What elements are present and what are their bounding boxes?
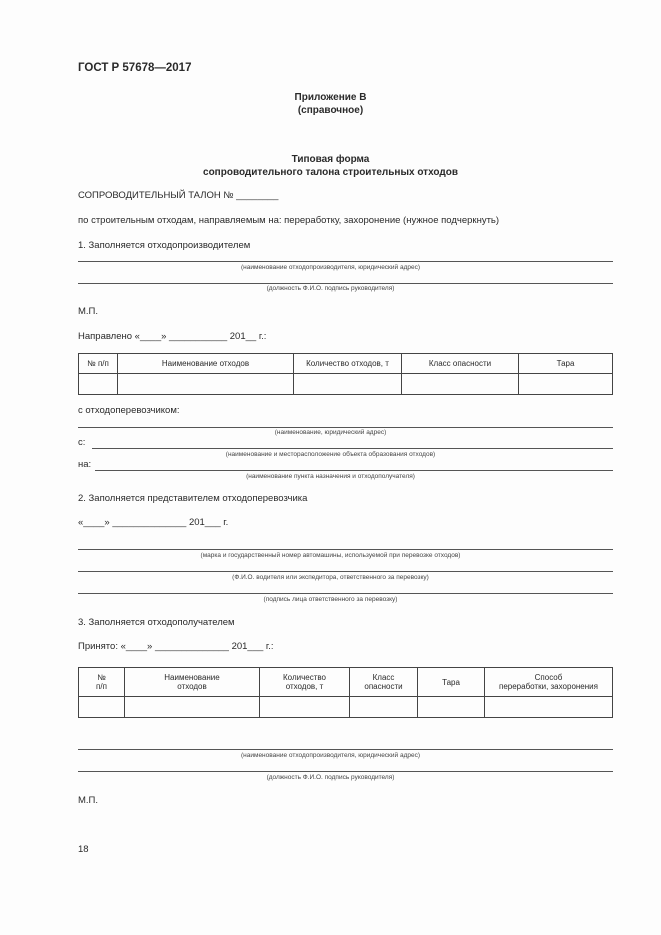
field-line-driver[interactable] [78, 571, 613, 572]
to-label: на: [78, 459, 92, 470]
table-cell[interactable] [79, 697, 125, 718]
talon-number-line: СОПРОВОДИТЕЛЬНЫЙ ТАЛОН № ________ [78, 190, 279, 201]
table1-header-quantity: Количество отходов, т [294, 354, 402, 374]
field-line-recipient[interactable] [78, 749, 613, 750]
table1-header-number: № п/п [79, 354, 118, 374]
field-line-signature[interactable] [78, 593, 613, 594]
field-line-to[interactable] [95, 470, 613, 471]
caption-vehicle: (марка и государственный номер автомашины, используемой при перевозке отходов) [200, 552, 461, 559]
table1-header-name: Наименование отходов [118, 354, 294, 374]
table-cell[interactable] [125, 697, 260, 718]
table2-header-method: Способ переработки, захоронения [485, 668, 613, 697]
table-cell[interactable] [260, 697, 350, 718]
caption-carrier: (наименование, юридический адрес) [274, 429, 387, 436]
table2-header-number: № п/п [79, 668, 125, 697]
caption-signature: (подпись лица ответственного за перевозку) [263, 596, 398, 603]
table1-header-container: Тара [519, 354, 613, 374]
caption-producer: (наименование отходопроизводителя, юридический адрес) [240, 264, 421, 271]
waste-table-1 [78, 353, 613, 395]
appendix-title: Приложение В [294, 92, 367, 103]
caption-manager: (должность Ф.И.О. подпись руководителя) [266, 285, 395, 292]
caption-from: (наименование и месторасположение объекта образования отходов) [225, 451, 436, 458]
form-title-line2: сопроводительного талона строительных отходов [203, 167, 458, 178]
caption-recipient-manager: (должность Ф.И.О. подпись руководителя) [266, 774, 395, 781]
table-cell[interactable] [79, 374, 118, 395]
table-cell[interactable] [350, 697, 418, 718]
talon-purpose-line: по строительным отходам, направляемым на: переработку, захоронение (нужное подчеркнуть) [78, 215, 500, 226]
field-line-producer[interactable] [78, 261, 613, 262]
stamp-label-1: М.П. [78, 306, 99, 317]
section3-title: 3. Заполняется отходополучателем [78, 617, 235, 628]
table2-header-name: Наименование отходов [125, 668, 260, 697]
caption-driver: (Ф.И.О. водителя или экспедитора, ответственного за перевозку) [232, 574, 429, 581]
section2-title: 2. Заполняется представителем отходоперевозчика [78, 493, 308, 504]
table2-header-quantity: Количество отходов, т [260, 668, 350, 697]
table-cell[interactable] [485, 697, 613, 718]
table-cell[interactable] [418, 697, 485, 718]
table2-header-class: Класс опасности [350, 668, 418, 697]
stamp-label-2: М.П. [78, 795, 99, 806]
field-line-from[interactable] [92, 448, 613, 449]
transport-date-line: «____» ______________ 201___ г. [78, 517, 229, 528]
table1-header-class: Класс опасности [402, 354, 519, 374]
from-label: с: [78, 437, 86, 448]
field-line-carrier[interactable] [78, 427, 613, 428]
form-title-line1: Типовая форма [291, 154, 370, 165]
section1-title: 1. Заполняется отходопроизводителем [78, 240, 251, 251]
caption-recipient: (наименование отходопроизводителя, юридический адрес) [240, 752, 421, 759]
table-cell[interactable] [402, 374, 519, 395]
field-line-vehicle[interactable] [78, 549, 613, 550]
table2-header-container: Тара [418, 668, 485, 697]
table-cell[interactable] [519, 374, 613, 395]
waste-table-2 [78, 667, 613, 718]
standard-number: ГОСТ Р 57678—2017 [78, 62, 192, 74]
table-row [79, 374, 613, 395]
carrier-label: с отходоперевозчиком: [78, 405, 180, 416]
caption-to: (наименование пункта назначения и отходополучателя) [246, 473, 415, 480]
table-cell[interactable] [294, 374, 402, 395]
field-line-recipient-manager[interactable] [78, 771, 613, 772]
accepted-date-line: Принято: «____» ______________ 201___ г.: [78, 641, 274, 652]
sent-date-line: Направлено «____» ___________ 201__ г.: [78, 331, 267, 342]
table-cell[interactable] [118, 374, 294, 395]
table-row [79, 697, 613, 718]
field-line-manager[interactable] [78, 283, 613, 284]
appendix-subtitle: (справочное) [297, 105, 364, 116]
page-number: 18 [78, 844, 89, 855]
